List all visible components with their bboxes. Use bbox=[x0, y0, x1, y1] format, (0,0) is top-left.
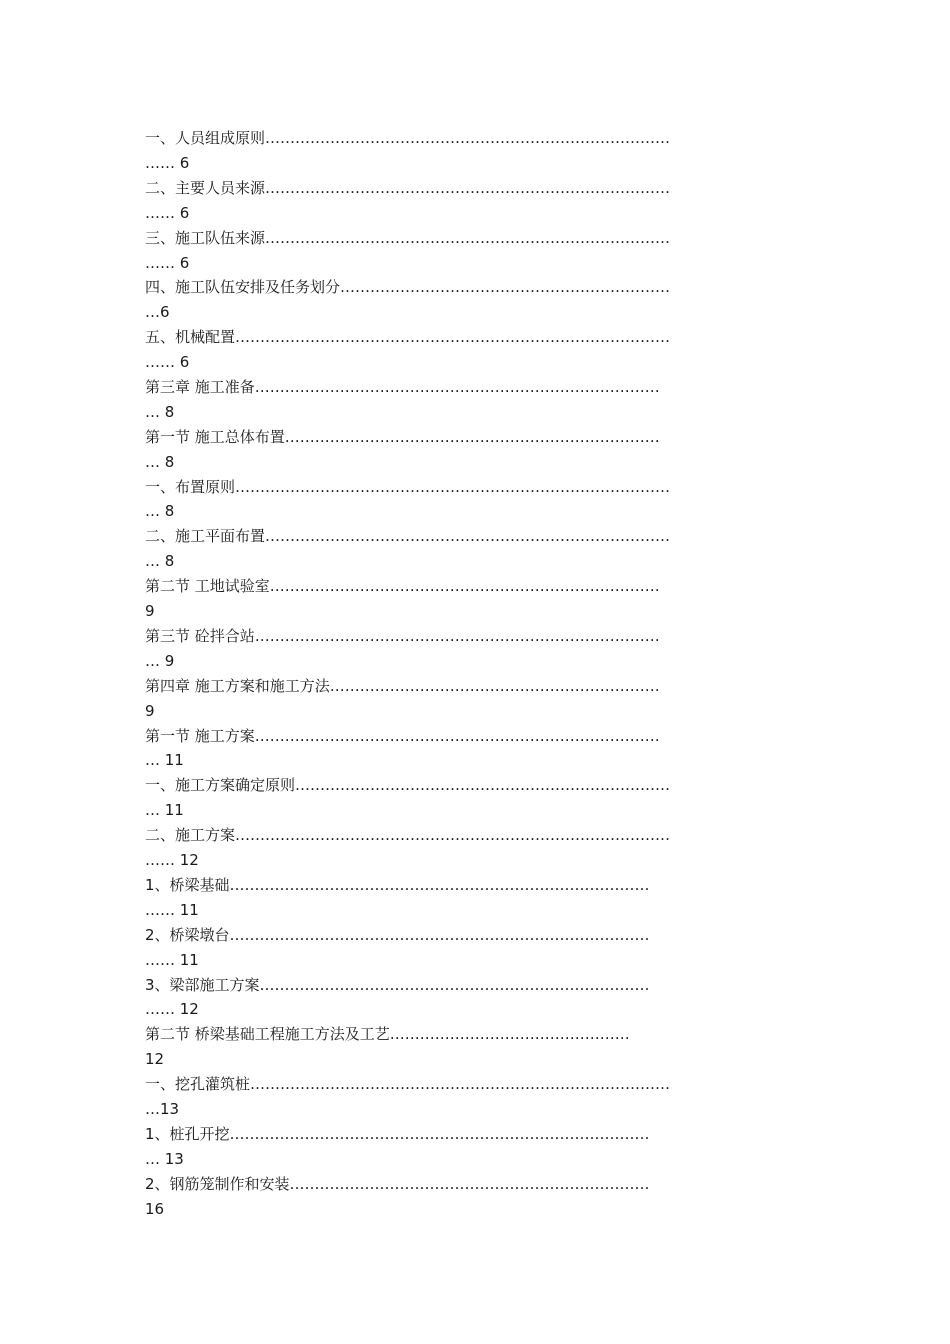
toc-entry[interactable] bbox=[145, 1122, 825, 1172]
toc-entry-title: 1、桥梁基础………………………………………………………………………… bbox=[145, 875, 650, 894]
toc-entry-page: … 11 bbox=[145, 751, 184, 770]
toc-entry-title: 1、桩孔开挖………………………………………………………………………… bbox=[145, 1124, 650, 1143]
toc-entry-title: 五、机械配置…………………………………………………………………………… bbox=[145, 328, 671, 347]
toc-entry[interactable] bbox=[145, 1172, 825, 1222]
toc-entry-title: 一、施工方案确定原则………………………………………………………………… bbox=[145, 776, 671, 795]
toc-entry[interactable] bbox=[145, 475, 825, 525]
toc-entry[interactable] bbox=[145, 1072, 825, 1122]
toc-entry-page: …… 6 bbox=[145, 353, 190, 372]
toc-entry[interactable] bbox=[145, 923, 825, 973]
toc-entry-title: 第二节 工地试验室…………………………………………………………………… bbox=[145, 577, 660, 596]
toc-entry[interactable] bbox=[145, 724, 825, 774]
toc-entry-page: …… 6 bbox=[145, 203, 190, 222]
toc-entry-title: 3、梁部施工方案…………………………………………………………………… bbox=[145, 975, 650, 994]
toc-entry[interactable] bbox=[145, 873, 825, 923]
toc-entry-page: … 11 bbox=[145, 801, 184, 820]
toc-entry-page: …… 11 bbox=[145, 900, 199, 919]
toc-entry[interactable] bbox=[145, 973, 825, 1023]
toc-entry-title: 第一节 施工方案……………………………………………………………………… bbox=[145, 726, 660, 745]
toc-entry-page: …… 6 bbox=[145, 253, 190, 272]
toc-entry[interactable] bbox=[145, 126, 825, 176]
toc-entry-page: 16 bbox=[145, 1199, 165, 1218]
toc-entry[interactable] bbox=[145, 375, 825, 425]
toc-entry-title: 二、施工平面布置……………………………………………………………………… bbox=[145, 527, 671, 546]
toc-entry-page: … 8 bbox=[145, 402, 175, 421]
toc-entry-title: 三、施工队伍来源……………………………………………………………………… bbox=[145, 228, 671, 247]
toc-entry-title: 第二节 桥梁基础工程施工方法及工艺………………………………………… bbox=[145, 1025, 630, 1044]
toc-entry-title: 一、挖孔灌筑桩………………………………………………………………………… bbox=[145, 1075, 671, 1094]
toc-entry-page: …… 6 bbox=[145, 153, 190, 172]
toc-entry-page: 9 bbox=[145, 701, 155, 720]
toc-entry-title: 第三节 砼拌合站……………………………………………………………………… bbox=[145, 626, 660, 645]
toc-entry-title: 二、主要人员来源……………………………………………………………………… bbox=[145, 178, 671, 197]
toc-entry-title: 一、布置原则…………………………………………………………………………… bbox=[145, 477, 671, 496]
toc-entry-title: 一、人员组成原则……………………………………………………………………… bbox=[145, 129, 671, 147]
toc-entry[interactable] bbox=[145, 624, 825, 674]
toc-entry[interactable] bbox=[145, 773, 825, 823]
toc-entry-page: … 8 bbox=[145, 502, 175, 521]
toc-entry-page: … 8 bbox=[145, 452, 175, 471]
toc-entry[interactable] bbox=[145, 674, 825, 724]
toc-entry-title: 第四章 施工方案和施工方法………………………………………………………… bbox=[145, 676, 660, 695]
toc-entry-title: 第一节 施工总体布置………………………………………………………………… bbox=[145, 427, 660, 446]
toc-entry-title: 四、施工队伍安排及任务划分………………………………………………………… bbox=[145, 278, 671, 297]
toc-entry-page: …… 12 bbox=[145, 1000, 199, 1019]
toc-entry-page: …13 bbox=[145, 1100, 180, 1119]
toc-entry[interactable] bbox=[145, 823, 825, 873]
toc-entry-page: … 9 bbox=[145, 651, 175, 670]
toc-entry-title: 2、桥梁墩台………………………………………………………………………… bbox=[145, 925, 650, 944]
toc-entry-page: … 8 bbox=[145, 552, 175, 571]
toc-entry[interactable] bbox=[145, 1022, 825, 1072]
toc-entry-title: 二、施工方案…………………………………………………………………………… bbox=[145, 826, 671, 845]
toc-entry[interactable] bbox=[145, 425, 825, 475]
toc-entry-page: …… 12 bbox=[145, 851, 199, 870]
table-of-contents bbox=[145, 126, 825, 1222]
toc-entry[interactable] bbox=[145, 176, 825, 226]
toc-entry-page: …… 11 bbox=[145, 950, 199, 969]
toc-entry-page: … 13 bbox=[145, 1149, 184, 1168]
toc-entry-title: 第三章 施工准备……………………………………………………………………… bbox=[145, 377, 660, 396]
toc-entry[interactable] bbox=[145, 325, 825, 375]
toc-entry-page: 12 bbox=[145, 1050, 165, 1069]
toc-entry[interactable] bbox=[145, 524, 825, 574]
toc-entry[interactable] bbox=[145, 226, 825, 276]
toc-entry-page: 9 bbox=[145, 602, 155, 621]
toc-entry-title: 2、钢筋笼制作和安装……………………………………………………………… bbox=[145, 1174, 650, 1193]
toc-entry[interactable] bbox=[145, 275, 825, 325]
toc-entry[interactable] bbox=[145, 574, 825, 624]
toc-entry-page: …6 bbox=[145, 303, 170, 322]
